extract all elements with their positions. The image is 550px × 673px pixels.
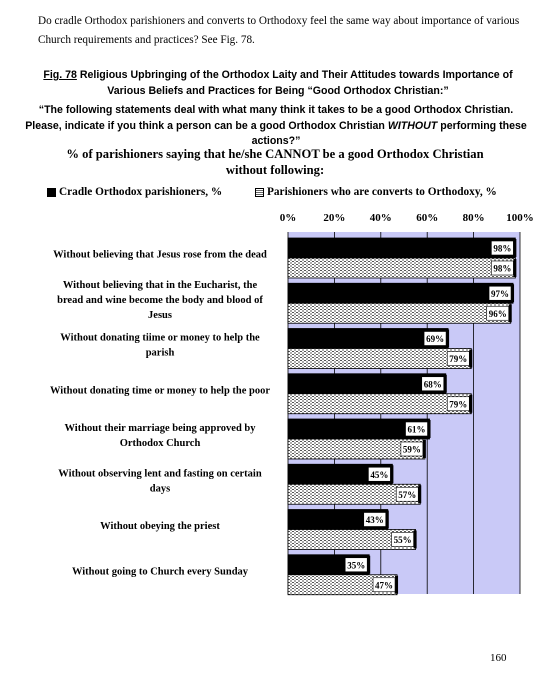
- data-label: 79%: [449, 354, 468, 364]
- data-label: 59%: [402, 444, 421, 455]
- figure-label: Fig. 78: [43, 69, 77, 81]
- data-label: 55%: [393, 535, 412, 545]
- bar-end-shadow: [469, 395, 472, 413]
- category-label: Without obeying the priest: [100, 521, 220, 533]
- bar-end-shadow: [513, 239, 516, 257]
- figure-title: Religious Upbringing of the Orthodox Laity and Their Attitudes towards Importance of Various Beliefs and Practices for Being “Good Orthodox Christian:”: [76, 69, 513, 97]
- bar-converts: [288, 258, 515, 278]
- bar-cradle: [288, 238, 515, 258]
- category-label: Without their marriage being approved by Orthodox Church: [64, 423, 256, 450]
- data-label: 45%: [370, 469, 389, 480]
- bar-end-shadow: [509, 304, 512, 322]
- data-label: 96%: [488, 308, 507, 319]
- bar-end-shadow: [395, 576, 398, 594]
- data-label: 79%: [449, 399, 468, 410]
- bar-end-shadow: [446, 330, 449, 348]
- bar-end-shadow: [444, 375, 447, 393]
- question-emphasis: WITHOUT: [387, 119, 438, 132]
- data-label: 47%: [375, 580, 394, 591]
- legend-label-cradle: Cradle Orthodox parishioners, %: [59, 186, 223, 198]
- bar-end-shadow: [513, 259, 516, 277]
- bar-cradle: [288, 283, 513, 303]
- question-text-start: “The following statements deal with what many think it takes to be a good Orthodox Christian. Please, indicate if you think a person can be a good Orthodox Christian: [25, 104, 514, 132]
- x-tick-label: 100%: [506, 212, 534, 224]
- bar-end-shadow: [469, 350, 472, 368]
- bar-end-shadow: [428, 420, 431, 438]
- bar-end-shadow: [367, 556, 370, 574]
- bar-end-shadow: [418, 485, 421, 503]
- bar-converts: [288, 349, 471, 369]
- bar-end-shadow: [390, 465, 393, 483]
- data-label: 43%: [365, 515, 384, 525]
- question-text-end: performing these actions?”: [251, 119, 527, 147]
- chart-title: % of parishioners saying that he/she CANNOT be a good Orthodox Christian without following:: [66, 147, 484, 177]
- data-label: 98%: [493, 263, 512, 274]
- category-label: Without donating time or money to help the poor: [49, 385, 271, 397]
- data-label: 61%: [407, 424, 426, 435]
- data-label: 97%: [491, 288, 510, 299]
- data-label: 57%: [398, 489, 417, 500]
- bar-converts: [288, 303, 511, 323]
- data-label: 98%: [493, 243, 512, 254]
- x-tick-label: 20%: [323, 212, 346, 224]
- category-label: Without believing that Jesus rose from the dead: [53, 249, 267, 261]
- x-tick-label: 80%: [462, 212, 485, 224]
- bar-end-shadow: [511, 284, 514, 302]
- bar-converts: [288, 394, 471, 414]
- x-tick-label: 0%: [279, 212, 297, 224]
- x-tick-label: 40%: [369, 212, 392, 224]
- bar-end-shadow: [386, 511, 389, 529]
- data-label: 35%: [347, 560, 366, 571]
- category-label: Without believing that in the Eucharist, the bread and wine become the body and blood of Jesus: [57, 279, 263, 321]
- legend-label-converts: Parishioners who are converts to Orthodoxy, %: [267, 186, 497, 198]
- bar-end-shadow: [423, 440, 426, 458]
- category-label: Without observing lent and fasting on certain days: [58, 468, 262, 495]
- page-number: 160: [490, 652, 507, 664]
- bar-end-shadow: [414, 531, 417, 549]
- intro-paragraph: Do cradle Orthodox parishioners and converts to Orthodoxy feel the same way about importance of various Church requirements and practices? See Fig. 78.: [38, 15, 520, 46]
- data-label: 68%: [423, 379, 442, 390]
- x-tick-label: 60%: [416, 212, 439, 224]
- category-label: Without donating tiime or money to help the parish: [60, 332, 260, 359]
- category-label: Without going to Church every Sunday: [71, 566, 249, 578]
- data-label: 69%: [426, 334, 445, 344]
